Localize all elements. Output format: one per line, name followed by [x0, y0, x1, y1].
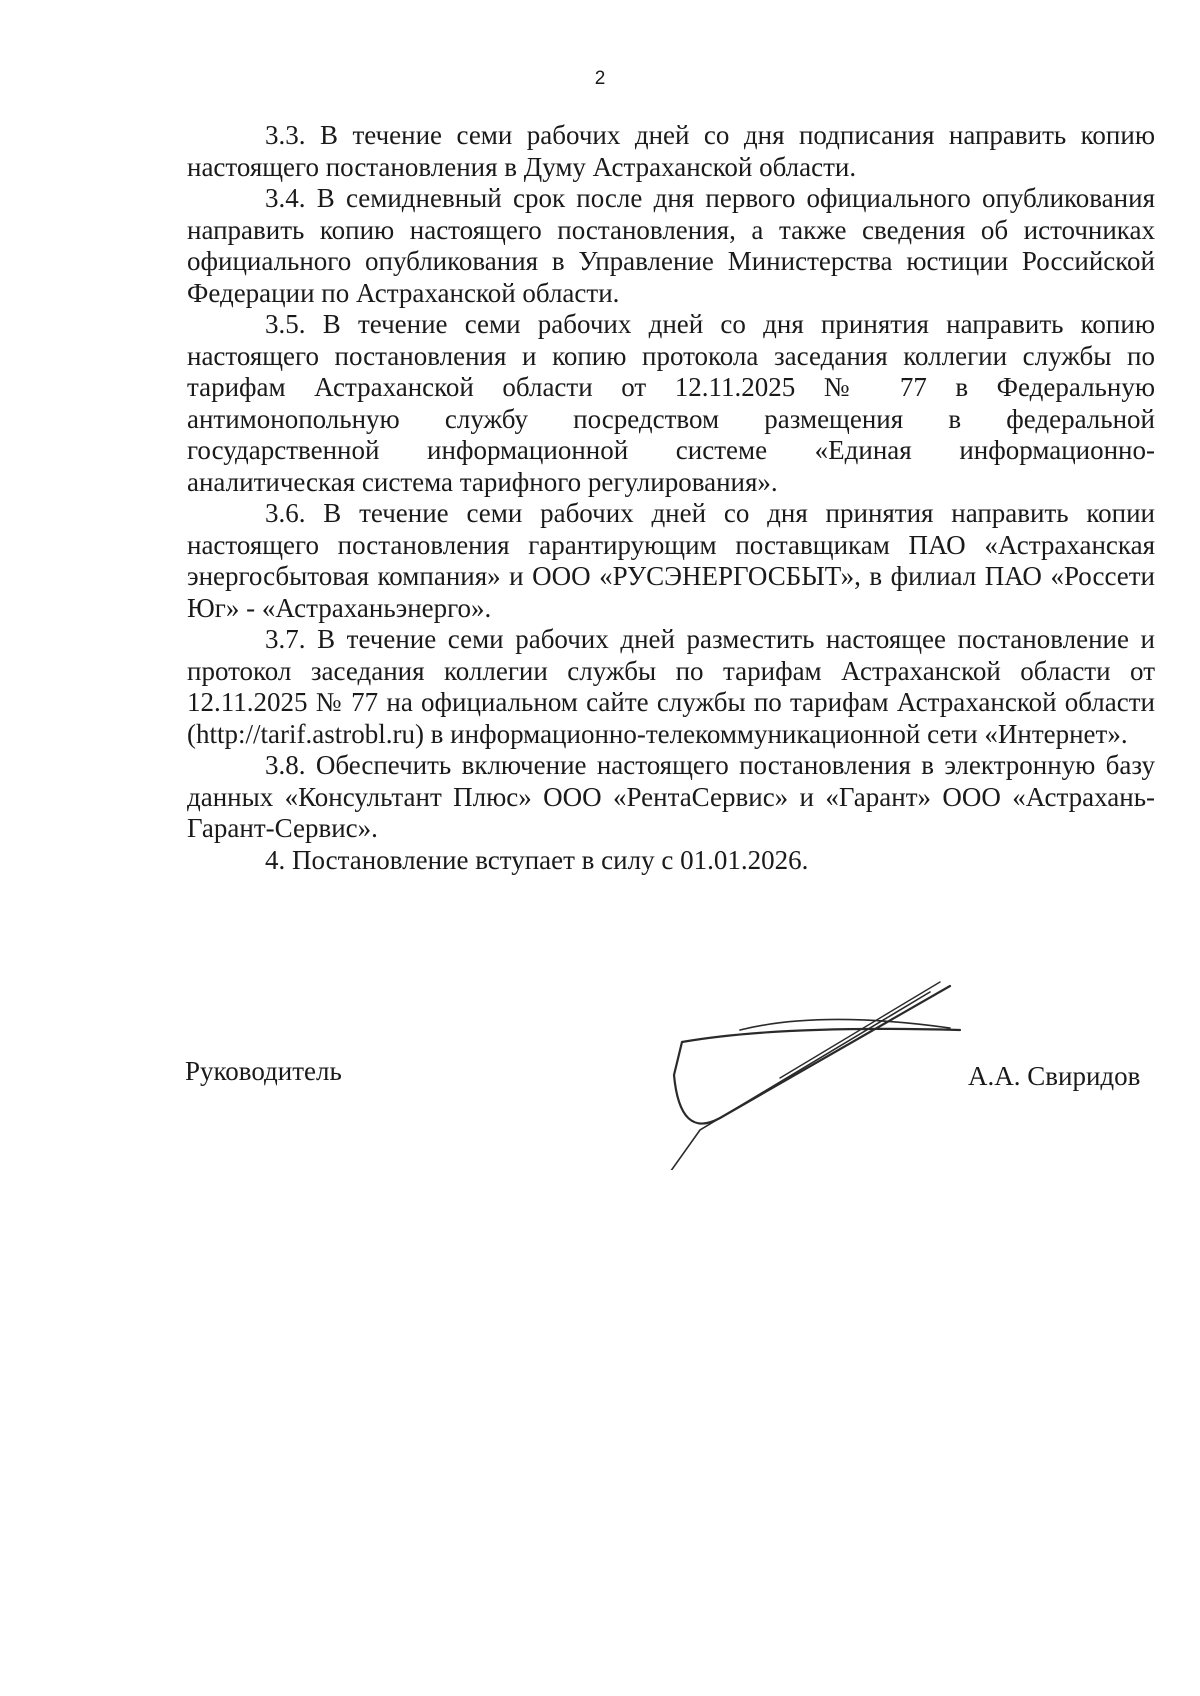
document-body: [187, 120, 1155, 876]
paragraph-3-8: 3.8. Обеспечить включение настоящего постановления в электронную базу данных «Консультант Плюс» ООО «РентаСервис» и «Гарант» ООО «Астрахань-Гарант-Сервис».: [187, 750, 1155, 843]
signatory-title: Руководитель: [185, 1056, 342, 1086]
paragraph-3-6: 3.6. В течение семи рабочих дней со дня принятия направить копии настоящего постановления гарантирующим поставщикам ПАО «Астраханская энергосбытовая компания» и ООО «РУСЭНЕРГОСБЫТ», в филиал ПАО «Россети Юг» - «Астраханьэнерго».: [187, 498, 1155, 623]
paragraph-3-4: 3.4. В семидневный срок после дня первого официального опубликования направить копию настоящего постановления, а также сведения об источниках официального опубликования в Управление Министерства юстиции Российской Федерации по Астраханской области.: [187, 183, 1155, 308]
paragraph-3-3: 3.3. В течение семи рабочих дней со дня подписания направить копию настоящего постановления в Думу Астраханской области.: [187, 120, 1155, 182]
handwritten-signature: [660, 970, 980, 1170]
page-number: 2: [594, 68, 606, 89]
signatory-name: А.А. Свиридов: [968, 1061, 1141, 1091]
paragraph-3-5: 3.5. В течение семи рабочих дней со дня принятия направить копию настоящего постановления и копию протокола заседания коллегии службы по тарифам Астраханской области от 12.11.2025 № 77 в Федеральную антимонопольную службу посредством размещения в федеральной государственной информационной системе «Единая информационно-аналитическая система тарифного регулирования».: [187, 309, 1155, 497]
paragraph-3-7: 3.7. В течение семи рабочих дней разместить настоящее постановление и протокол заседания коллегии службы по тарифам Астраханской области от 12.11.2025 № 77 на официальном сайте службы по тарифам Астраханской области (http://tarif.astrobl.ru) в информационно-телекоммуникационной сети «Интернет».: [187, 624, 1155, 749]
paragraph-4: 4. Постановление вступает в силу с 01.01.2026.: [265, 844, 809, 875]
